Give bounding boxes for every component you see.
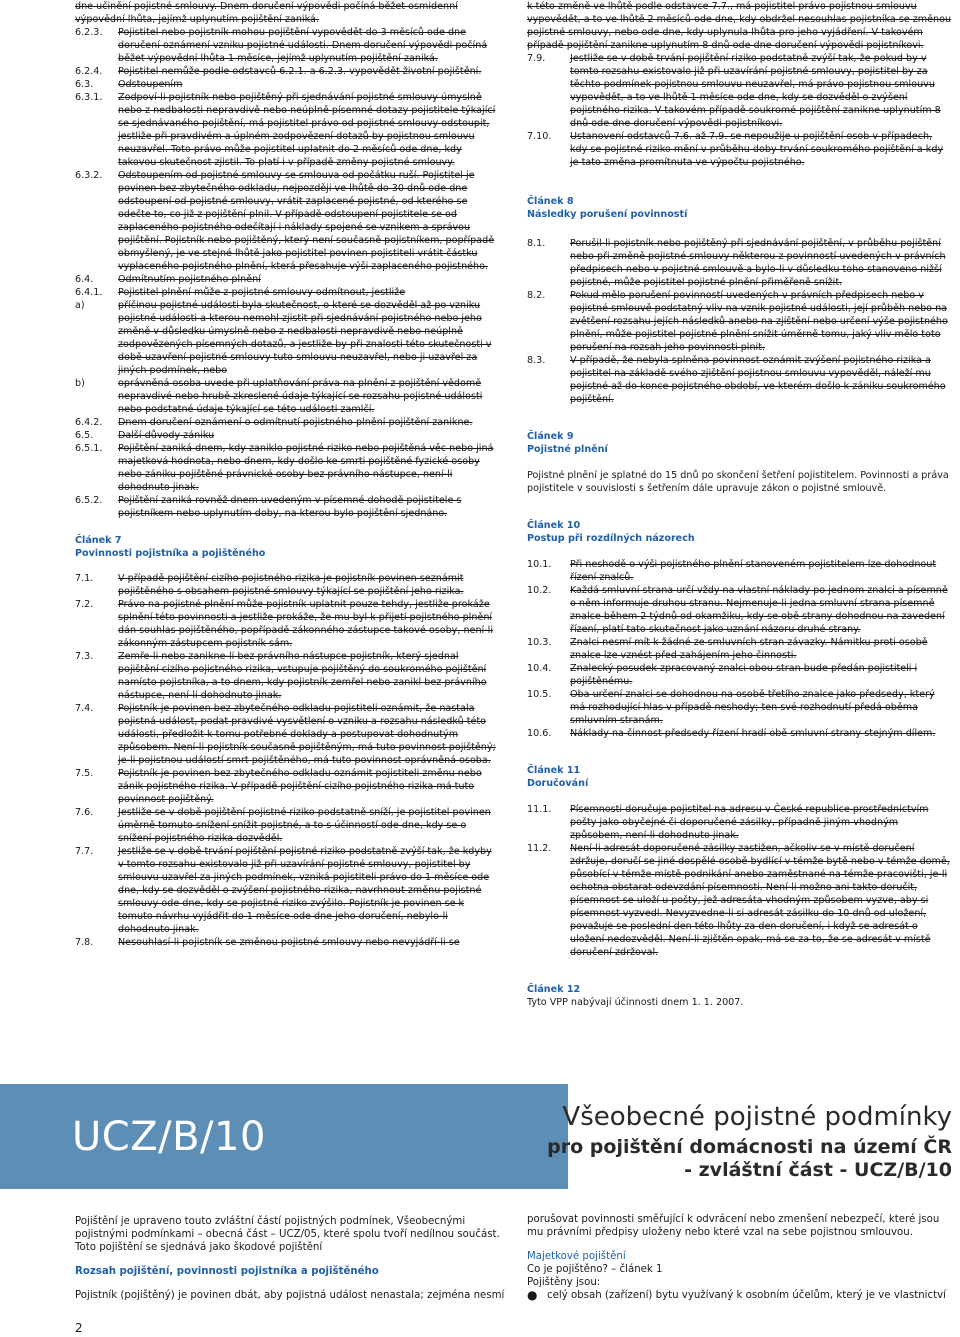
right-paragraphs-a bbox=[527, 0, 952, 169]
article-9-subtitle: Pojistné plnění bbox=[527, 444, 608, 455]
insured-are-line: Pojištěny jsou: bbox=[527, 1277, 601, 1288]
intro-left bbox=[75, 1215, 505, 1302]
property-insurance-heading: Majetkové pojištění bbox=[527, 1251, 626, 1262]
clause bbox=[527, 688, 952, 727]
document-title: Všeobecné pojistné podmínky bbox=[562, 1102, 952, 1132]
clause-text: Jestliže se v době trvání pojištění riziko podstatně zvýší tak, že pokud by v tomto rozsahu existovalo již při uzavírání pojistné smlouvy, pojistitel by za těchto podmínek pojistnou smlouvu neuzavřel, má právo pojistnou smlouvu vypovědět, a to ve lhůtě 1 měsíce ode dne, kdy se dozvěděl o zvýšení pojistného rizika. V takovém případě soukromé pojištění zanikne uplynutím 8 dnů ode dne doručení výpovědi pojistníkovi. bbox=[570, 53, 941, 129]
clause bbox=[75, 65, 500, 78]
clause bbox=[527, 237, 952, 289]
clause-number: 6.5. bbox=[75, 430, 94, 441]
article-12-heading bbox=[527, 983, 952, 996]
clause-text: Pojistitel nebo pojistník mohou pojištění vypovědět do 3 měsíců ode dne doručení oznámení vzniku pojistné události. Dnem doručení výpovědi počíná běžet výpovědní lhůta 1 měsíce, jejímž uplynutím pojištění zaniká. bbox=[118, 27, 488, 64]
clause-number: b) bbox=[75, 378, 85, 389]
article-8-heading bbox=[527, 195, 952, 221]
clause-text: Náklady na činnost předsedy řízení hradí obě smluvní strany stejným dílem. bbox=[570, 728, 936, 739]
clause bbox=[75, 572, 500, 598]
clause-text: Písemnosti doručuje pojistitel na adresu v České republice prostřednictvím pošty jako obyčejné či doporučené zásilky, případně jiným vhodným způsobem, není-li dohodnuto jinak. bbox=[570, 804, 929, 841]
document-subtitle: pro pojištění domácnosti na území ČR bbox=[547, 1136, 952, 1158]
clause-number: 6.3.2. bbox=[75, 170, 103, 181]
clause-text: Znalecký posudek zpracovaný znalci obou stran bude předán pojistiteli i pojištěnému. bbox=[570, 663, 918, 687]
article-10-title: Článek 10 bbox=[527, 520, 581, 531]
article-10-heading bbox=[527, 519, 952, 545]
clause-text: V případě, že nebyla splněna povinnost oznámit zvýšení pojistného rizika a pojistitel na základě svého zjištění pojistnou smlouvu vypověděl, náleží mu pojistné až do konce pojistného období, ve kterém došlo k zániku soukromého pojištění. bbox=[570, 355, 946, 405]
title-band bbox=[0, 1084, 960, 1189]
clause-number: 7.6. bbox=[75, 807, 94, 818]
clause bbox=[75, 377, 500, 416]
clause bbox=[75, 286, 500, 299]
clause bbox=[527, 584, 952, 636]
clause-text: Další důvody zániku bbox=[118, 430, 215, 441]
left-paragraphs-a bbox=[75, 0, 500, 520]
clause-text: Pokud mělo porušení povinností uvedených v právních předpisech nebo v pojistné smlouvě podstatný vliv na vznik pojistné události, její průběh nebo na zvětšení rozsahu jejích následků anebo na zjištění nebo určení výše pojistného plnění, může pojistitel pojistné plnění snížit úměrně tomu, jaký vliv mělo toto porušení na rozsah jeho povinnosti plnit. bbox=[570, 290, 948, 353]
clause-number: 6.2.3. bbox=[75, 27, 103, 38]
article-7-title: Článek 7 bbox=[75, 535, 122, 546]
clause-number: 8.2. bbox=[527, 290, 546, 301]
clause bbox=[527, 130, 952, 169]
document-subtitle-2: - zvláštní část - UCZ/B/10 bbox=[684, 1159, 952, 1181]
clause-text: Porušil-li pojistník nebo pojištěný při sjednávání pojištění, v průběhu pojištění nebo při změně pojistné smlouvy některou z povinností uvedených v právních předpisech nebo v pojistné smlouvě a bylo-li v důsledku toho stanoveno nižší pojistné, může pojistitel pojistné plnění přiměřeně snížit. bbox=[570, 238, 946, 288]
clause-text: Není-li adresát doporučené zásilky zastižen, ačkoliv se v místě doručení zdržuje, doručí se jiné dospělé osobě bydlící v témže bytě nebo v témže domě, působící v témže místě podnikání anebo zaměstnané na témže pracovišti, je-li ochotna obstarat odevzdání písemnosti. Není-li možno ani takto doručit, písemnost se uloží u pošty, jež adresáta vhodným způsobem vyzve, aby si písemnost vyzvedl. Nevyzvedne-li si adresát zásilku do 10 dnů od uložení, považuje se poslední den této lhůty za den doručení, i když se adresát o uložení nedozvěděl. Není-li zjištěn opak, má se za to, že se adresát v místě doručení zdržoval. bbox=[570, 843, 950, 958]
left-column bbox=[75, 0, 500, 949]
article-9-text: Pojistné plnění je splatné do 15 dnů po skončení šetření pojistitelem. Povinnosti a práva pojistitele v souvislosti s šetřením dále upravuje zákon o pojistné smlouvě. bbox=[527, 470, 949, 494]
clause bbox=[75, 806, 500, 845]
clause bbox=[75, 442, 500, 494]
clause bbox=[75, 494, 500, 520]
clause-text: Každá smluvní strana určí vždy na vlastní náklady po jednom znalci a písemně o něm informuje druhou stranu. Nejmenuje-li jedna smluvní strana písemně znalce během 2 týdnů od okamžiku, kdy se obě strany dohodnou na zavedení řízení, platí tato skutečnost jako uznání názoru druhé strany. bbox=[570, 585, 948, 635]
article-9-title: Článek 9 bbox=[527, 431, 574, 442]
clause-number: 11.2. bbox=[527, 843, 552, 854]
clause-text: Odmítnutím pojistného plnění bbox=[118, 274, 261, 285]
clause-number: 10.2. bbox=[527, 585, 552, 596]
clause bbox=[75, 416, 500, 429]
intro-paragraph-continued: porušovat povinnosti směřující k odvrácení nebo zmenšení nebezpečí, které jsou mu právními předpisy uloženy nebo které vzal na sebe pojistnou smlouvou. bbox=[527, 1214, 940, 1238]
clause-number: 7.7. bbox=[75, 846, 94, 857]
clause-text: Ustanovení odstavců 7.6. až 7.9. se nepoužije u pojištění osob v případech, kdy se pojistné riziko mění v průběhu doby trvání soukromého pojištění a kdy je tato změna promítnuta ve výpočtu pojistného. bbox=[570, 131, 944, 168]
clause bbox=[75, 598, 500, 650]
clause bbox=[75, 299, 500, 377]
clause bbox=[527, 52, 952, 130]
page-number: 2 bbox=[75, 1321, 83, 1335]
clause bbox=[75, 429, 500, 442]
clause-text: Pojištění zaniká dnem, kdy zaniklo pojistné riziko nebo pojištěná věc nebo jiná majetková hodnota, nebo dnem, kdy došlo ke smrti pojištěné fyzické osoby nebo zániku pojištěné právnické osoby bez právního nástupce, není-li dohodnuto jinak. bbox=[118, 443, 494, 493]
clause bbox=[75, 936, 500, 949]
article-8-title: Článek 8 bbox=[527, 196, 574, 207]
clause-number: 7.1. bbox=[75, 573, 94, 584]
scope-paragraph: Pojistník (pojištěný) je povinen dbát, aby pojistná událost nenastala; zejména nesmí bbox=[75, 1290, 505, 1301]
clause-number: 10.4. bbox=[527, 663, 552, 674]
clause bbox=[527, 803, 952, 842]
clause bbox=[527, 727, 952, 740]
clause-text: Pojistitel nemůže podle odstavců 6.2.1. a 6.2.3. vypovědět životní pojištění. bbox=[118, 66, 482, 77]
intro-right bbox=[527, 1213, 955, 1302]
clause-number: 7.2. bbox=[75, 599, 94, 610]
clause-text: Znalci nesmí mít k žádné ze smluvních stran závazky. Námitku proti osobě znalce lze vznést před zahájením jeho činnosti. bbox=[570, 637, 928, 661]
clause-number: 7.4. bbox=[75, 703, 94, 714]
clause-number: 7.5. bbox=[75, 768, 94, 779]
clause bbox=[75, 650, 500, 702]
clause-number: 8.1. bbox=[527, 238, 546, 249]
article-12-title: Článek 12 bbox=[527, 984, 581, 995]
clause-text: Jestliže se v době trvání pojištění pojistné riziko podstatně zvýší tak, že kdyby v tomto rozsahu existovalo již při uzavírání pojistné smlouvy, pojistitel by smlouvu uzavřel za jiných podmínek, vzniká pojistiteli právo do 1 měsíce ode dne, kdy se dozvěděl o zvýšení pojistného rizika, navrhnout změnu pojistné smlouvy ode dne, kdy se pojistné riziko zvýšilo. Pojistník je povinen se k tomuto návrhu vyjádřit do 1 měsíce ode dne jeho doručení, nebylo-li dohodnuto jinak. bbox=[118, 846, 492, 935]
clause bbox=[75, 169, 500, 273]
clause bbox=[75, 26, 500, 65]
clause-number: 6.4.1. bbox=[75, 287, 103, 298]
clause bbox=[75, 845, 500, 936]
article-11-subtitle: Doručování bbox=[527, 778, 589, 789]
clause-number: 7.9. bbox=[527, 53, 546, 64]
right-paragraphs-c bbox=[527, 558, 952, 740]
clause bbox=[527, 558, 952, 584]
clause bbox=[527, 636, 952, 662]
clause-number: 10.1. bbox=[527, 559, 552, 570]
clause-text: Odstoupením od pojistné smlouvy se smlouva od počátku ruší. Pojistitel je povinen bez zbytečného odkladu, nejpozději ve lhůtě do 30 dnů ode dne odstoupení od pojistné smlouvy, vrátit zaplacené pojistné, od kterého se odečte to, co již z pojištění plnil. V případě odstoupení pojistitele se od zaplaceného pojistného odečítají i náklady spojené se vznikem a správou pojištění. Pojistník nebo pojištěný, který není současně pojistníkem, popřípadě obmyšlený, je ve stejné lhůtě jako pojistitel povinen pojistiteli vrátit částku vyplaceného pojistného plnění, která přesahuje výši zaplaceného pojistného. bbox=[118, 170, 495, 272]
clause-text: Pojistník je povinen bez zbytečného odkladu pojistiteli oznámit, že nastala pojistná událost, podat pravdivé vysvětlení o vzniku a rozsahu následků této události, předložit k tomu potřebné doklady a postupovat dohodnutým způsobem. Není-li pojistník současně pojištěným, má tuto povinnost pojištěný; je-li pojistnou událostí smrt pojištěného, má tuto povinnost oprávněná osoba. bbox=[118, 703, 496, 766]
clause bbox=[75, 767, 500, 806]
clause bbox=[75, 0, 500, 26]
clause-number: 7.8. bbox=[75, 937, 94, 948]
clause-number: 10.3. bbox=[527, 637, 552, 648]
bullet-icon: ● bbox=[527, 1288, 538, 1302]
bullet-text: celý obsah (zařízení) bytu využívaný k osobním účelům, který je ve vlastnictví bbox=[547, 1290, 946, 1301]
clause-text: V případě pojištění cizího pojistného rizika je pojistník povinen seznámit pojištěného s obsahem pojistné smlouvy týkající se pojištění jeho rizika. bbox=[118, 573, 464, 597]
clause-number: a) bbox=[75, 300, 85, 311]
clause bbox=[75, 91, 500, 169]
right-column bbox=[527, 0, 952, 1009]
clause-number: 6.3. bbox=[75, 79, 94, 90]
clause-text: Pojistník je povinen bez zbytečného odkladu oznámit pojistiteli změnu nebo zánik pojistného rizika. V případě pojištění cizího pojistného rizika má tuto povinnost pojištěný. bbox=[118, 768, 482, 805]
clause-text: Nesouhlasí-li pojistník se změnou pojistné smlouvy nebo nevyjádří-li se bbox=[118, 937, 460, 948]
right-paragraphs-d bbox=[527, 803, 952, 959]
clause-text: Právo na pojistné plnění může pojistník uplatnit pouze tehdy, jestliže prokáže splnění této povinnosti a jestliže prokáže, že mu byl k přijetí pojistného plnění dán souhlas pojištěného, popřípadě zákonného zástupce takové osoby, není-li zákonným zástupcem pojistník sám. bbox=[118, 599, 493, 649]
article-11-heading bbox=[527, 764, 952, 790]
article-12-text: Tyto VPP nabývají účinnosti dnem 1. 1. 2007. bbox=[527, 997, 744, 1008]
intro-paragraph: Pojištění je upraveno touto zvláštní částí pojistných podmínek, Všeobecnými pojistnými podmínkami – obecná část – UCZ/05, které spolu tvoří nedílnou součást. Toto pojištění se sjednává jako škodové pojištění bbox=[75, 1216, 500, 1253]
clause-number: 6.4.2. bbox=[75, 417, 103, 428]
clause-number: 6.5.2. bbox=[75, 495, 103, 506]
bullet-item bbox=[527, 1289, 955, 1302]
clause-number: 8.3. bbox=[527, 355, 546, 366]
clause-text: příčinou pojistné události byla skutečnost, o které se dozvěděl až po vzniku pojistné události a kterou nemohl zjistit při sjednávání pojistného nebo jeho změně v důsledku úmyslně nebo z nedbalosti nepravdivě nebo neúplně zodpovězených písemných dotazů, a jestliže by při znalosti této skutečnosti v době uzavření pojistné smlouvy tuto smlouvu neuzavřel, nebo ji uzavřel za jiných podmínek, nebo bbox=[118, 300, 492, 376]
clause-text: Zemře-li nebo zanikne-li bez právního nástupce pojistník, který sjednal pojištění cizího pojistného rizika, vstupuje pojištěný do soukromého pojištění namísto pojistníka, a to dnem, kdy pojistník zemřel nebo zanikl bez právního nástupce, není-li dohodnuto jinak. bbox=[118, 651, 487, 701]
clause-text: Při neshodě o výši pojistného plnění stanoveném pojistitelem lze dohodnout řízení znalců. bbox=[570, 559, 937, 583]
clause-number: 6.5.1. bbox=[75, 443, 103, 454]
clause-text: Zodpoví-li pojistník nebo pojištěný při sjednávání pojistné smlouvy úmyslně nebo z nedbalosti nepravdivě nebo neúplně písemné dotazy pojistitele týkající se sjednávaného pojištění, má pojistitel právo od pojistné smlouvy odstoupit, jestliže při pravdivém a úplném zodpovězení dotazů by pojistnou smlouvu neuzavřel. Toto právo může pojistitel uplatnit do 2 měsíců ode dne, kdy takovou skutečnost zjistil. To platí i v případě změny pojistné smlouvy. bbox=[118, 92, 496, 168]
article-10-subtitle: Postup při rozdílných názorech bbox=[527, 533, 695, 544]
clause-number: 7.3. bbox=[75, 651, 94, 662]
product-code: UCZ/B/10 bbox=[72, 1114, 266, 1160]
clause-number: 6.2.4. bbox=[75, 66, 103, 77]
article-9-heading bbox=[527, 430, 952, 456]
clause-text: Oba určení znalci se dohodnou na osobě třetího znalce jako předsedy, který má rozhodující hlas v případě neshody; ten své rozhodnutí předá oběma smluvním stranám. bbox=[570, 689, 935, 726]
left-paragraphs-b bbox=[75, 572, 500, 949]
clause bbox=[75, 78, 500, 91]
clause-text: k této změně ve lhůtě podle odstavce 7.7., má pojistitel právo pojistnou smlouvu vypovědět, a to ve lhůtě 2 měsíců ode dne, kdy obdržel nesouhlas pojistníka se změnou pojistné smlouvy, nebo ode dne, kdy uplynula lhůta pro jeho vyjádření. V takovém případě pojištění zanikne uplynutím 8 dnů ode dne doručení výpovědi pojistníkovi. bbox=[527, 1, 952, 51]
clause-text: oprávněná osoba uvede při uplatňování práva na plnění z pojištění vědomě nepravdivé nebo hrubě zkreslené údaje týkající se rozsahu pojistné události nebo podstatné údaje týkající se této události zamlčí. bbox=[118, 378, 483, 415]
clause-text: Odstoupením bbox=[118, 79, 183, 90]
clause-text: Jestliže se v době pojištění pojistné riziko podstatně sníží, je pojistitel povinen úměrně tomuto snížení snížit pojistné, a to s účinností ode dne, kdy se o snížení pojistného rizika dozvěděl. bbox=[118, 807, 491, 844]
clause-text: dne učinění pojistné smlouvy. Dnem doručení výpovědi počíná běžet osmidenní výpovědní lhůta, jejímž uplynutím pojištění zaniká. bbox=[75, 1, 458, 25]
clause-number: 7.10. bbox=[527, 131, 552, 142]
clause bbox=[527, 0, 952, 52]
what-is-insured-line: Co je pojištěno? – článek 1 bbox=[527, 1264, 663, 1275]
clause-number: 10.5. bbox=[527, 689, 552, 700]
clause-number: 10.6. bbox=[527, 728, 552, 739]
clause-text: Pojistitel plnění může z pojistné smlouvy odmítnout, jestliže bbox=[118, 287, 406, 298]
title-panel bbox=[547, 1084, 960, 1189]
clause-text: Dnem doručení oznámení o odmítnutí pojistného plnění pojištění zanikne. bbox=[118, 417, 473, 428]
clause-number: 6.4. bbox=[75, 274, 94, 285]
clause-text: Pojištění zaniká rovněž dnem uvedeným v písemné dohodě pojistitele s pojistníkem nebo uplynutím doby, na kterou bylo pojištění sjednáno. bbox=[118, 495, 462, 519]
scope-heading: Rozsah pojištění, povinnosti pojistníka a pojištěného bbox=[75, 1266, 379, 1277]
article-8-subtitle: Následky porušení povinností bbox=[527, 209, 688, 220]
clause bbox=[527, 289, 952, 354]
clause-number: 11.1. bbox=[527, 804, 552, 815]
right-paragraphs-b bbox=[527, 237, 952, 406]
article-7-subtitle: Povinnosti pojistníka a pojištěného bbox=[75, 548, 266, 559]
article-7-heading bbox=[75, 534, 500, 560]
clause bbox=[75, 702, 500, 767]
clause bbox=[527, 354, 952, 406]
clause bbox=[75, 273, 500, 286]
article-11-title: Článek 11 bbox=[527, 765, 581, 776]
clause bbox=[527, 662, 952, 688]
clause-number: 6.3.1. bbox=[75, 92, 103, 103]
clause bbox=[527, 842, 952, 959]
